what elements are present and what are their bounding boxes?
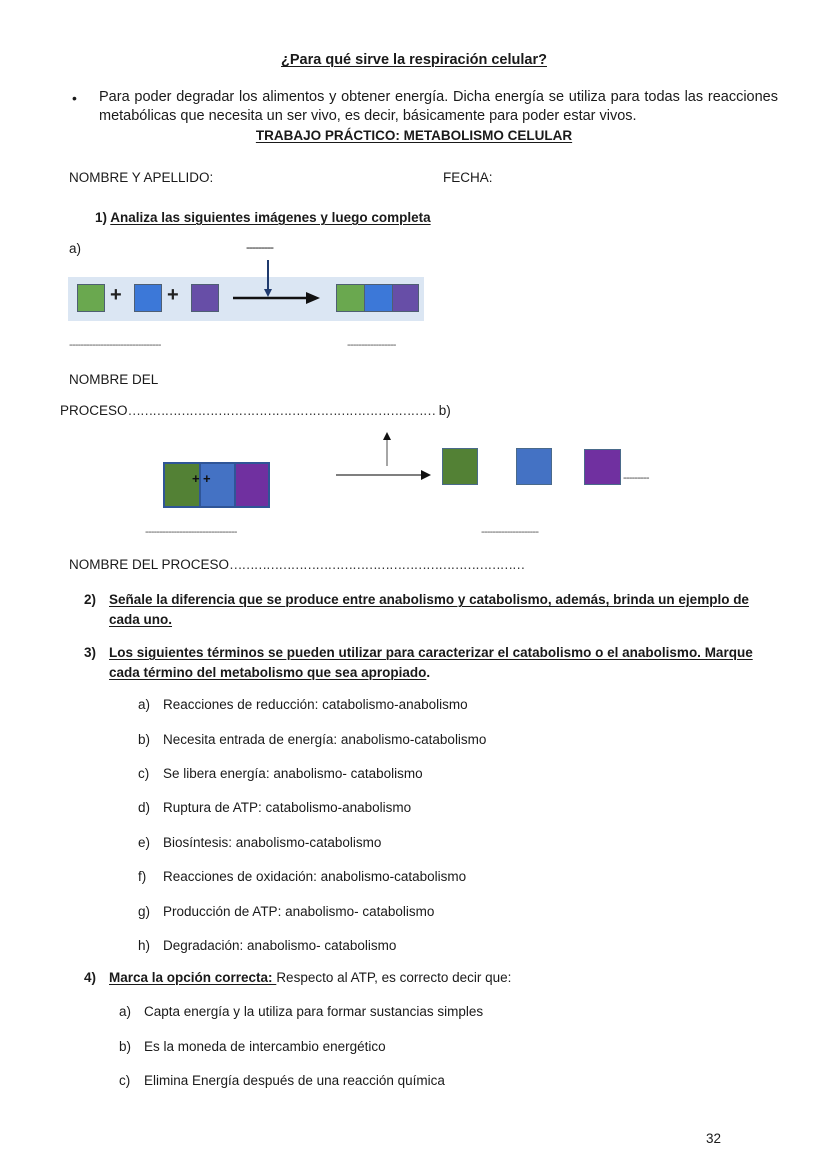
- section-title: ¿Para qué sirve la respiración celular?: [281, 52, 547, 68]
- question-3-line1: Los siguientes términos se pueden utilizar para caracterizar el catabolismo o el anabolismo. Marque: [109, 645, 753, 660]
- green-block: [442, 448, 478, 485]
- item-letter: e): [138, 835, 151, 850]
- part-b-label: b): [438, 403, 451, 418]
- question-4-bold: Marca la opción correcta:: [109, 970, 277, 985]
- process-name-line[interactable]: [60, 403, 451, 418]
- green-block: [77, 284, 105, 312]
- bullet-icon: •: [72, 90, 77, 106]
- process-name-label: NOMBRE DEL: [69, 372, 159, 387]
- plus-sign: +: [192, 471, 200, 486]
- item-letter: b): [138, 732, 151, 747]
- plus-sign: +: [167, 284, 179, 306]
- option-item[interactable]: Es la moneda de intercambio energético: [144, 1039, 386, 1054]
- purple-block: [191, 284, 219, 312]
- list-item[interactable]: Ruptura de ATP: catabolismo-anabolismo: [163, 800, 412, 815]
- diagram-b-polymer: [163, 462, 270, 508]
- question-4-rest: Respecto al ATP, es correcto decir que:: [276, 970, 512, 985]
- name-field-label: NOMBRE Y APELLIDO:: [69, 170, 214, 185]
- question-4-number: 4): [84, 970, 97, 985]
- list-item[interactable]: Reacciones de oxidación: anabolismo-catabolismo: [163, 869, 467, 884]
- question-1: [95, 210, 431, 225]
- list-item[interactable]: Reacciones de reducción: catabolismo-anabolismo: [163, 697, 468, 712]
- question-2-line2: cada uno.: [109, 612, 173, 627]
- plus-sign: +: [203, 471, 211, 486]
- part-a-right-blank[interactable]: -----------------: [347, 339, 396, 351]
- purple-block: [236, 464, 268, 506]
- option-letter: c): [119, 1073, 131, 1088]
- purple-block: [584, 449, 621, 485]
- green-block: [336, 284, 364, 312]
- part-a-top-blank[interactable]: ---------: [246, 240, 273, 254]
- part-a-label: a): [69, 241, 82, 256]
- worksheet-title: TRABAJO PRÁCTICO: METABOLISMO CELULAR: [255, 128, 573, 143]
- blue-block: [364, 284, 392, 312]
- item-letter: c): [138, 766, 150, 781]
- option-item[interactable]: Elimina Energía después de una reacción química: [144, 1073, 445, 1088]
- list-item[interactable]: Biosíntesis: anabolismo-catabolismo: [163, 835, 382, 850]
- item-letter: f): [138, 869, 147, 884]
- purple-block: [392, 284, 419, 312]
- reaction-arrow-icon: [333, 430, 433, 482]
- question-2-line1: Señale la diferencia que se produce entre anabolismo y catabolismo, además, brinda un ejemplo de: [109, 592, 749, 607]
- list-item[interactable]: Necesita entrada de energía: anabolismo-catabolismo: [163, 732, 487, 747]
- question-3-number: 3): [84, 645, 97, 660]
- part-a-left-blank[interactable]: --------------------------------: [69, 339, 161, 351]
- reaction-arrow-icon: [228, 257, 328, 312]
- process-b-name-line[interactable]: [69, 557, 524, 572]
- process-b-dots: ………………………………………………………………: [229, 557, 525, 572]
- option-letter: a): [119, 1004, 132, 1019]
- process-label: PROCESO: [60, 403, 128, 418]
- question-1-number: 1): [95, 210, 108, 225]
- plus-sign: +: [110, 284, 122, 306]
- list-item[interactable]: Degradación: anabolismo- catabolismo: [163, 938, 397, 953]
- question-3-line2-text: cada término del metabolismo que sea apropiado: [109, 665, 427, 680]
- process-b-label: NOMBRE DEL PROCESO: [69, 557, 230, 572]
- option-letter: b): [119, 1039, 132, 1054]
- part-b-left-blank[interactable]: --------------------------------: [145, 526, 237, 538]
- list-item[interactable]: Producción de ATP: anabolismo- catabolismo: [163, 904, 435, 919]
- bullet-paragraph: Para poder degradar los alimentos y obtener energía. Dicha energía se utiliza para todas las reacciones metabólicas que necesita un ser vivo, es decir, básicamente para poder estar vivos.: [99, 89, 778, 124]
- question-3-line2: [109, 665, 430, 680]
- item-letter: g): [138, 904, 151, 919]
- question-1-text: Analiza las siguientes imágenes y luego completa: [110, 210, 431, 225]
- item-letter: a): [138, 697, 151, 712]
- blue-block: [134, 284, 162, 312]
- process-dots: …………………………………………………………………: [127, 403, 436, 418]
- question-2-number: 2): [84, 592, 97, 607]
- blue-block: [516, 448, 552, 485]
- list-item[interactable]: Se libera energía: anabolismo- catabolismo: [163, 766, 423, 781]
- question-3-period: .: [426, 665, 431, 680]
- part-b-side-blank[interactable]: ---------: [623, 472, 649, 484]
- option-item[interactable]: Capta energía y la utiliza para formar sustancias simples: [144, 1004, 484, 1019]
- date-field-label: FECHA:: [443, 170, 493, 185]
- page-number: 32: [706, 1131, 722, 1146]
- part-b-right-blank[interactable]: --------------------: [481, 526, 539, 538]
- diagram-a-synthesis: [68, 277, 424, 321]
- item-letter: d): [138, 800, 151, 815]
- question-4-text: [109, 970, 511, 985]
- item-letter: h): [138, 938, 151, 953]
